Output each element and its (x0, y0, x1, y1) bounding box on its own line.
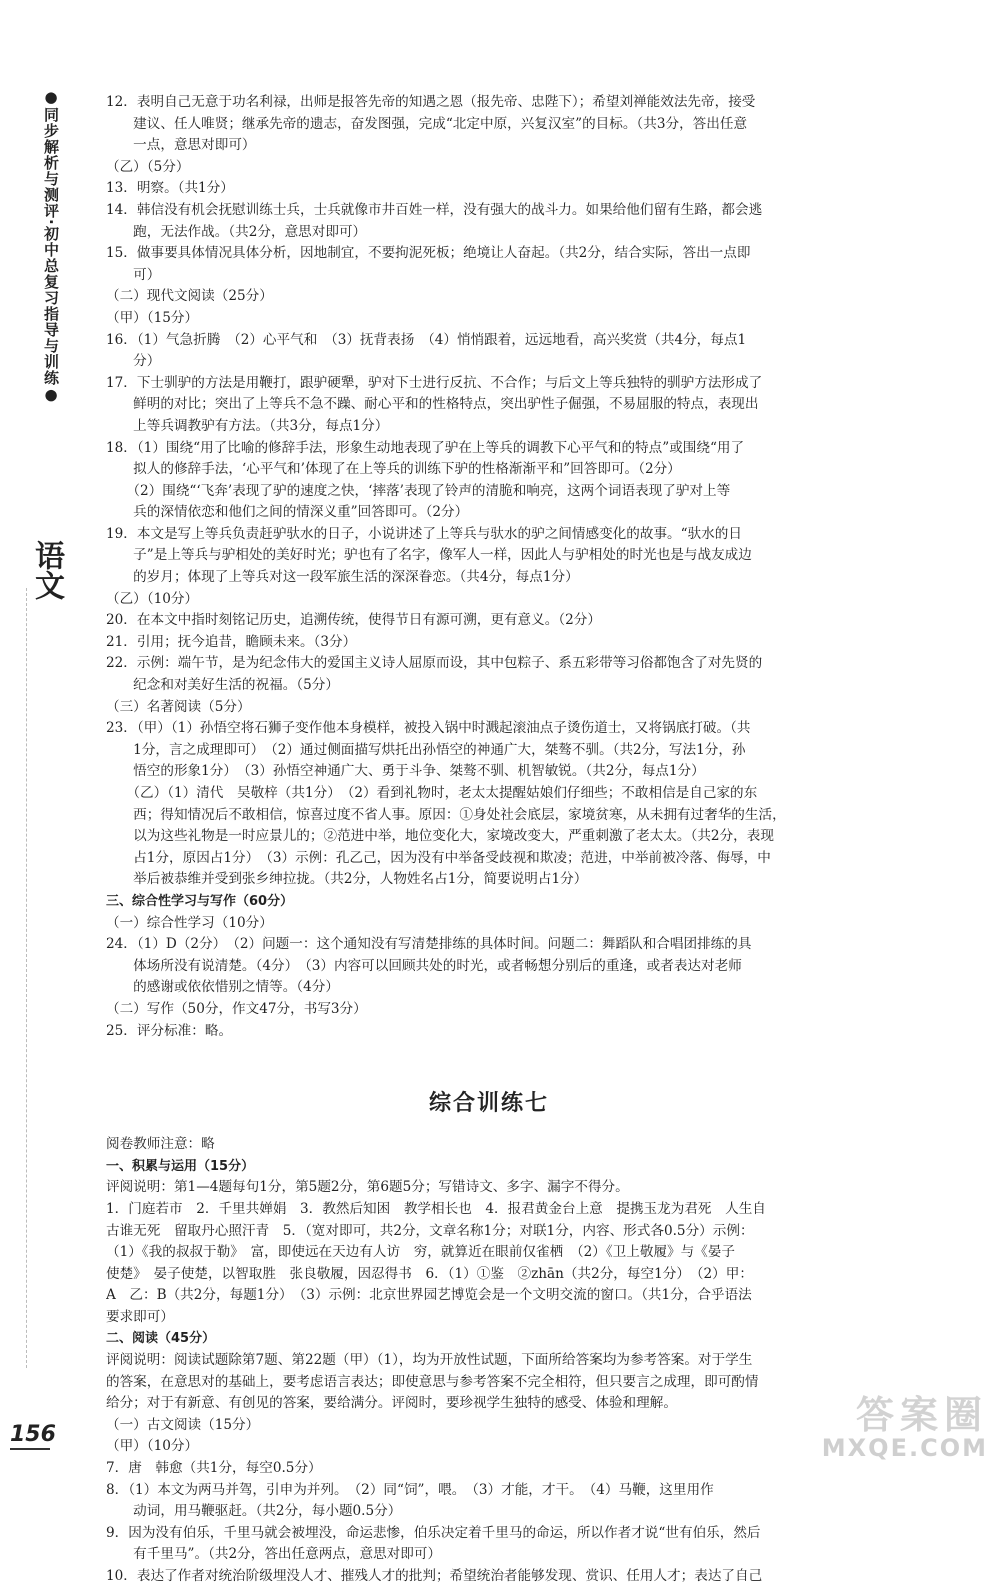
text-line: 9．因为没有伯乐，千里马就会被埋没，命运悲惨，伯乐决定着千里马的命运，所以作者才说“世有伯乐，然后 (106, 1524, 761, 1541)
sidebar-divider (26, 588, 55, 1368)
page-number: 156 (10, 1422, 56, 1447)
text-line: （二）现代文阅读（25分） (106, 288, 273, 305)
text-line: 纪念和对美好生活的祝福。（5分） (106, 677, 339, 694)
text-line: 的感谢或依依惜别之情等。（4分） (106, 979, 339, 996)
text-line: 21．引用；抚今追昔，瞻顾未来。（3分） (106, 633, 357, 650)
text-line: 子”是上等兵与驴相处的美好时光；驴也有了名字，像军人一样，因此人与驴相处的时光也是与战友成边 (106, 547, 752, 564)
notice: 阅卷教师注意：略 (106, 1136, 215, 1153)
text-line: 体场所没有说清楚。（4分） （3）内容可以回顾共处的时光，或者畅想分别后的重逢，或者表达对老师 (106, 957, 742, 974)
text-line: 兵的深情依恋和他们之间的情深义重”回答即可。（2分） (106, 504, 469, 521)
part2-answers (106, 1350, 872, 1588)
text-line: 的答案，在意思对的基础上，要考虑语言表达；即使意思与参考答案不完全相符，但只要言之成理，即可酌情 (106, 1373, 759, 1390)
text-line: 19．本文是写上等兵负责赶驴驮水的日子，小说讲述了上等兵与驮水的驴之间情感变化的故事。“驮水的日 (106, 525, 742, 542)
text-line: 13．明察。（共1分） (106, 180, 234, 197)
text-line: （2）围绕“‘飞奔’表现了驴的速度之快，‘摔落’表现了铃声的清脆和响亮，这两个词语表现了驴对上等 (106, 482, 731, 499)
text-line: 23．（甲）（1）孙悟空将石狮子变作他本身模样，被投入锅中时溅起滚油点子烫伤道士，又将锅底打破。（共 (106, 720, 751, 737)
text-line: 24．（1）D（2分） （2）问题一：这个通知没有写清楚排练的具体时间。问题二：舞蹈队和合唱团排练的具 (106, 936, 752, 953)
text-line: 要求即可） (106, 1308, 174, 1325)
answers-mid (106, 913, 872, 1043)
text-line: 给分；对于有新意、有创见的答案，要给满分。评阅时，要珍视学生独特的感受、体验和理解。 (106, 1395, 677, 1412)
page-content (106, 92, 872, 1588)
text-line: 西；得知情况后不敢相信，惊喜过度不省人事。原因：①身处社会底层，家境贫寒，从未拥有过奢华的生活， (106, 806, 786, 823)
watermark-url: MXQE.COM (821, 1434, 988, 1462)
part1-answers (106, 1177, 872, 1328)
text-line: 以为这些礼物是一时应景儿的；②范进中举，地位变化大，家境改变大，严重刺激了老太太。（共2分，表现 (106, 828, 774, 845)
section-title: 综合训练七 (428, 1091, 549, 1117)
text-line: 有千里马”。（共2分，答出任意两点，意思对即可） (106, 1546, 442, 1563)
text-line: （一）综合性学习（10分） (106, 914, 273, 931)
text-line: 建议、任人唯贤；继承先帝的遗志，奋发图强，完成“北定中原，兴复汉室”的目标。（共3分，答出任意 (106, 115, 748, 132)
text-line: 16．（1）气急折腾 （2）心平气和 （3）抚背表扬 （4）悄悄跟着，远远地看，高兴奖赏（共4分，每点1 (106, 331, 747, 348)
answers-top (106, 92, 872, 891)
text-line: 7．唐 韩愈（共1分，每空0.5分） (106, 1460, 322, 1477)
watermark (822, 1395, 988, 1461)
text-line: 18．（1）围绕“用了比喻的修辞手法，形象生动地表现了驴在上等兵的调教下心平气和的特点”或围绕“用了 (106, 439, 745, 456)
text-line: 8．（1）本文为两马并驾，引申为并列。 （2）同“饲”，喂。 （3）才能，才干。 （4）马鞭，这里用作 (106, 1481, 714, 1498)
text-line: 10．表达了作者对统治阶级埋没人才、摧残人才的批判；希望统治者能够发现、赏识、任用人才；表达了自己 (106, 1568, 763, 1584)
text-line: 分） (106, 353, 161, 370)
text-line: 22．示例：端午节，是为纪念伟大的爱国主义诗人屈原而设，其中包粽子、系五彩带等习俗都饱含了对先贤的 (106, 655, 763, 672)
text-line: A 乙：B（共2分，每题1分） （3）示例：北京世界园艺博览会是一个文明交流的窗口。（共1分，合乎语法 (106, 1287, 752, 1304)
sidebar (18, 88, 64, 1378)
text-line: 古谁无死 留取丹心照汗青 5．（宽对即可，共2分，文章名称1分；对联1分，内容、形式各0.5分）示例： (106, 1222, 754, 1239)
text-line: 1．门庭若市 2．千里共婵娟 3．教然后知困 教学相长也 4．报君黄金台上意 提携玉龙为君死 人生自 (106, 1200, 766, 1217)
text-line: 25．评分标准：略。 (106, 1022, 233, 1039)
text-line: （1）《我的叔叔于勒》 富，即使远在天边有人访 穷，就算近在眼前仅雀栖 （2）《卫上敬履》与《晏子 (106, 1244, 736, 1261)
text-line: 可） (106, 266, 161, 283)
text-line: 15．做事要具体情况具体分析，因地制宜，不要拘泥死板；绝境让人奋起。（共2分，结合实际，答出一点即 (106, 245, 751, 262)
text-line: （乙）（10分） (106, 590, 199, 607)
text-line: 一点，意思对即可） (106, 137, 256, 154)
text-line: （甲）（15分） (106, 309, 199, 326)
text-line: 悟空的形象1分） （3）孙悟空神通广大、勇于斗争、桀骜不驯、机智敏锐。（共2分，每点1分） (106, 763, 705, 780)
text-line: 使楚》 晏子使楚，以智取胜 张良敬履，因忍得书 6．（1）①鉴 ②zhān（共2分，每空1分） （2）甲： (106, 1265, 753, 1282)
text-line: 评阅说明：阅读试题除第7题、第22题（甲）（1），均为开放性试题，下面所给答案均为参考答案。对于学生 (106, 1352, 753, 1369)
text-line: （甲）（10分） (106, 1438, 199, 1455)
text-line: 评阅说明：第1—4题每句1分，第5题2分，第6题5分；写错诗文、多字、漏字不得分。 (106, 1179, 629, 1196)
text-line: （二）写作（50分，作文47分，书写3分） (106, 1000, 367, 1017)
subject-label: 语文 (29, 540, 64, 600)
text-line: （三）名著阅读（5分） (106, 698, 251, 715)
text-line: 鲜明的对比；突出了上等兵不急不躁、耐心平和的性格特点，突出驴性子倔强，不易屈服的特点，表现出 (106, 396, 759, 413)
part2-heading: 二、阅读（45分） (106, 1331, 216, 1347)
text-line: 跑，无法作战。（共2分，意思对即可） (106, 223, 367, 240)
text-line: 12．表明自己无意于功名利禄，出师是报答先帝的知遇之恩（报先帝、忠陛下）；希望刘禅能效法先帝，接受 (106, 94, 756, 110)
section-heading: 三、综合性学习与写作（60分） (106, 893, 294, 909)
text-line: 举后被恭维并受到张乡绅拉拢。（共2分，人物姓名占1分，简要说明占1分） (106, 871, 588, 888)
text-line: （一）古文阅读（15分） (106, 1416, 260, 1433)
series-title: ●同步解析与测评·初中总复习指导与训练● (42, 88, 60, 405)
text-line: 拟人的修辞手法，‘心平气和’体现了在上等兵的训练下驴的性格渐渐平和”回答即可。（2分） (106, 461, 681, 478)
watermark-logo: 答案圈 (855, 1393, 988, 1437)
text-line: 占1分，原因占1分） （3）示例：孔乙己，因为没有中举备受歧视和欺凌；范进，中举前被冷落、侮辱，中 (106, 849, 771, 866)
text-line: 的岁月；体现了上等兵对这一段军旅生活的深深眷恋。（共4分，每点1分） (106, 569, 579, 586)
text-line: 17．下士驯驴的方法是用鞭打，跟驴硬犟，驴对下士进行反抗、不合作；与后文上等兵独特的驯驴方法形成了 (106, 374, 763, 391)
text-line: （乙）（5分） (106, 158, 190, 175)
text-line: 14．韩信没有机会抚慰训练士兵，士兵就像市井百姓一样，没有强大的战斗力。如果给他们留有生路，都会逃 (106, 201, 763, 218)
text-line: （乙）（1）清代 吴敬梓（共1分） （2）看到礼物时，老太太提醒姑娘们仔细些；不敢相信是自己家的东 (106, 785, 758, 801)
text-line: 动词，用马鞭驱赶。（共2分，每小题0.5分） (106, 1503, 402, 1520)
page-number-underline (10, 1448, 50, 1450)
text-line: 上等兵调教驴有方法。（共3分，每点1分） (106, 417, 389, 434)
part1-heading: 一、积累与运用（15分） (106, 1158, 255, 1174)
text-line: 1分，言之成理即可） （2）通过侧面描写烘托出孙悟空的神通广大，桀骜不驯。（共2分，写法1分，孙 (106, 741, 746, 758)
text-line: 20．在本文中指时刻铭记历史，追溯传统，使得节日有源可溯，更有意义。（2分） (106, 612, 601, 629)
